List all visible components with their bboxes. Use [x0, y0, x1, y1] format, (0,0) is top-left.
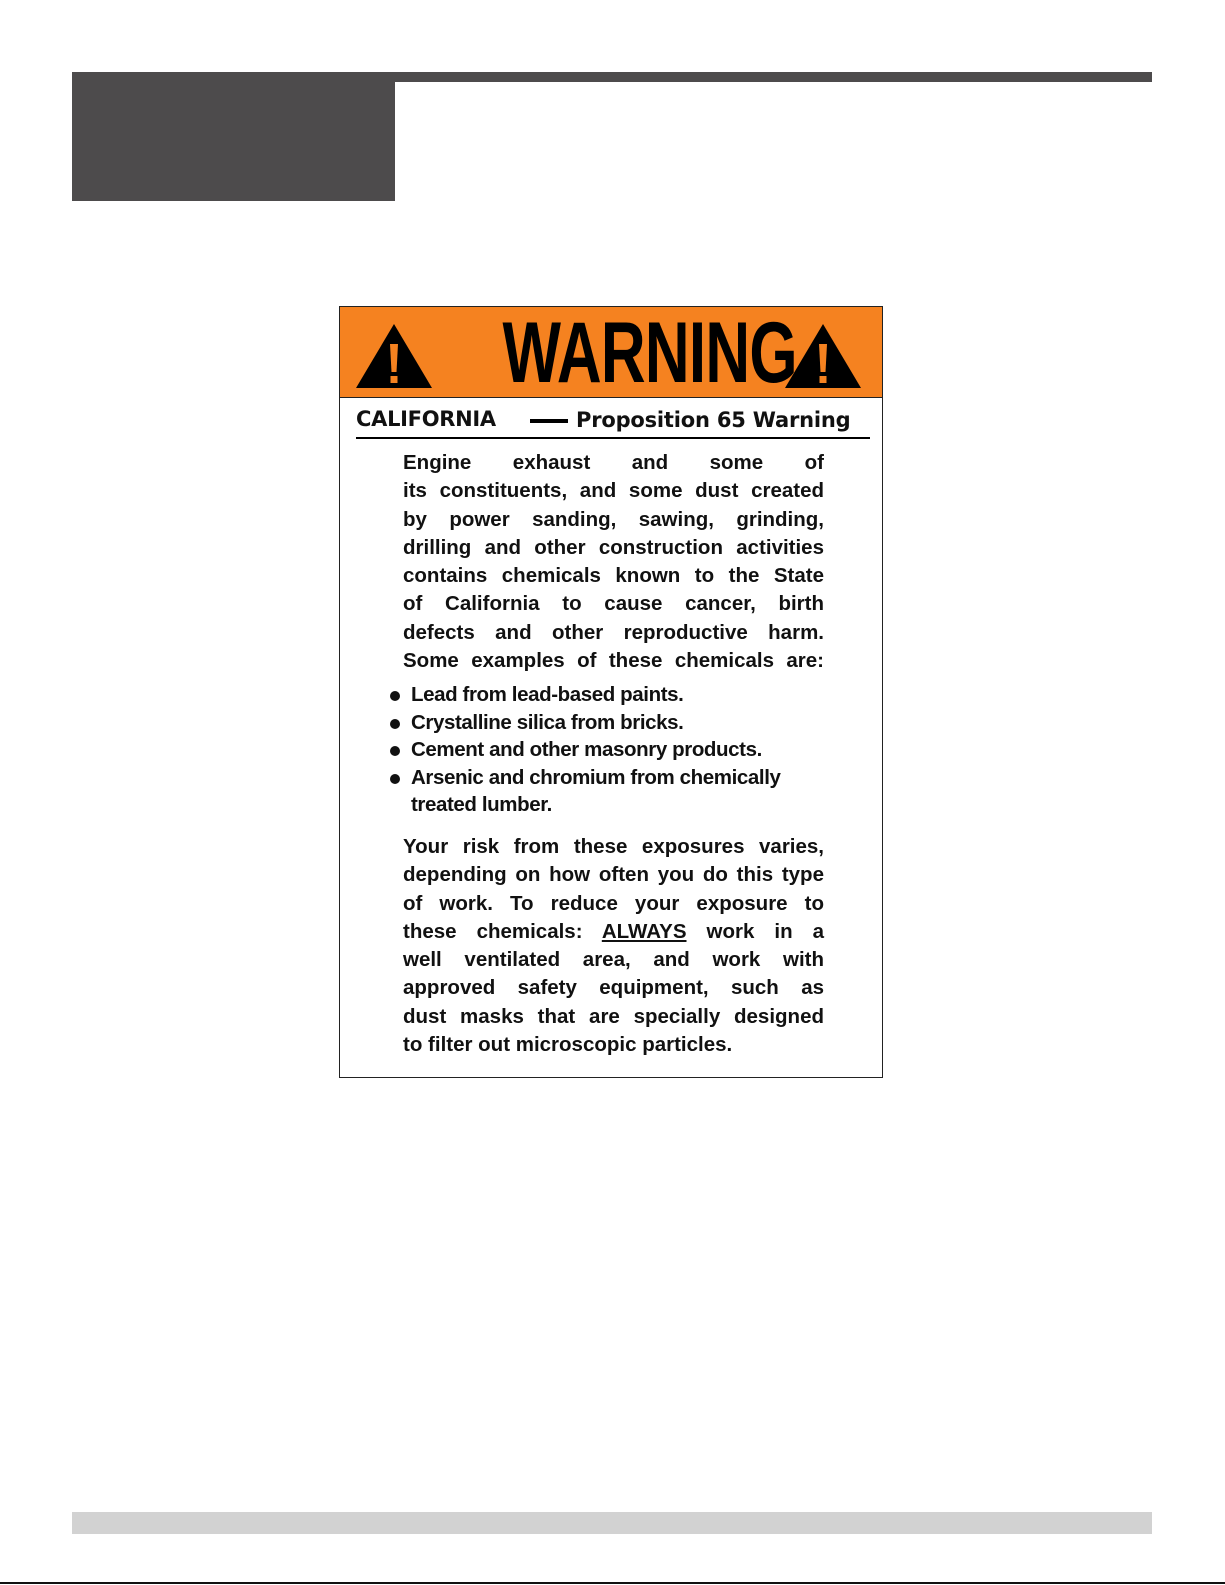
warning-paragraph-1 — [403, 449, 824, 675]
paragraph-line: of work. To reduce your exposure to — [403, 891, 824, 915]
paragraph-line: to filter out microscopic particles. — [403, 1033, 733, 1057]
paragraph-line: drilling and other construction activities — [403, 535, 824, 559]
list-item: Lead from lead-based paints. — [390, 681, 830, 709]
paragraph-line: Your risk from these exposures varies, — [403, 835, 824, 858]
footer-bar — [72, 1512, 1152, 1534]
chemical-examples-list — [390, 681, 830, 819]
paragraph-line: its constituents, and some dust created — [403, 479, 824, 503]
bullet-icon — [390, 719, 400, 729]
paragraph-line: Engine exhaust and some of — [403, 451, 824, 474]
page-edge — [0, 1582, 1225, 1584]
list-item: Crystalline silica from bricks. — [390, 709, 830, 737]
paragraph-line: contains chemicals known to the State — [403, 564, 824, 588]
paragraph-line: well ventilated area, and work with — [403, 948, 824, 972]
paragraph-line: depending on how often you do this type — [403, 863, 824, 887]
paragraph-line: defects and other reproductive harm. — [403, 620, 824, 644]
list-item: Cement and other masonry products. — [390, 736, 830, 764]
warning-paragraph-2 — [403, 833, 824, 1059]
bullet-icon — [390, 746, 400, 756]
paragraph-line: dust masks that are specially designed — [403, 1004, 824, 1028]
exclamation-triangle-icon — [783, 322, 863, 390]
warning-title: WARNING — [502, 305, 797, 401]
paragraph-line: these chemicals: ALWAYS work in a — [403, 919, 825, 943]
paragraph-line: approved safety equipment, such as — [403, 976, 824, 1000]
state-name: CALIFORNIA — [356, 407, 496, 431]
prop65-warning-label — [339, 306, 883, 1078]
paragraph-line: Some examples of these chemicals are: — [403, 649, 824, 673]
em-dash — [530, 419, 568, 423]
header-block — [72, 72, 395, 201]
proposition-title: Proposition 65 Warning — [576, 408, 851, 432]
warning-header — [340, 305, 882, 401]
paragraph-line: by power sanding, sawing, grinding, — [403, 507, 824, 531]
bullet-icon — [390, 691, 400, 701]
bullet-icon — [390, 774, 400, 784]
paragraph-line: of California to cause cancer, birth — [403, 592, 824, 616]
proposition-heading — [356, 405, 870, 439]
exclamation-triangle-icon — [354, 322, 434, 390]
always-emphasis: ALWAYS — [601, 919, 687, 943]
list-item: Arsenic and chromium from chemically treated lumber. — [390, 764, 830, 819]
